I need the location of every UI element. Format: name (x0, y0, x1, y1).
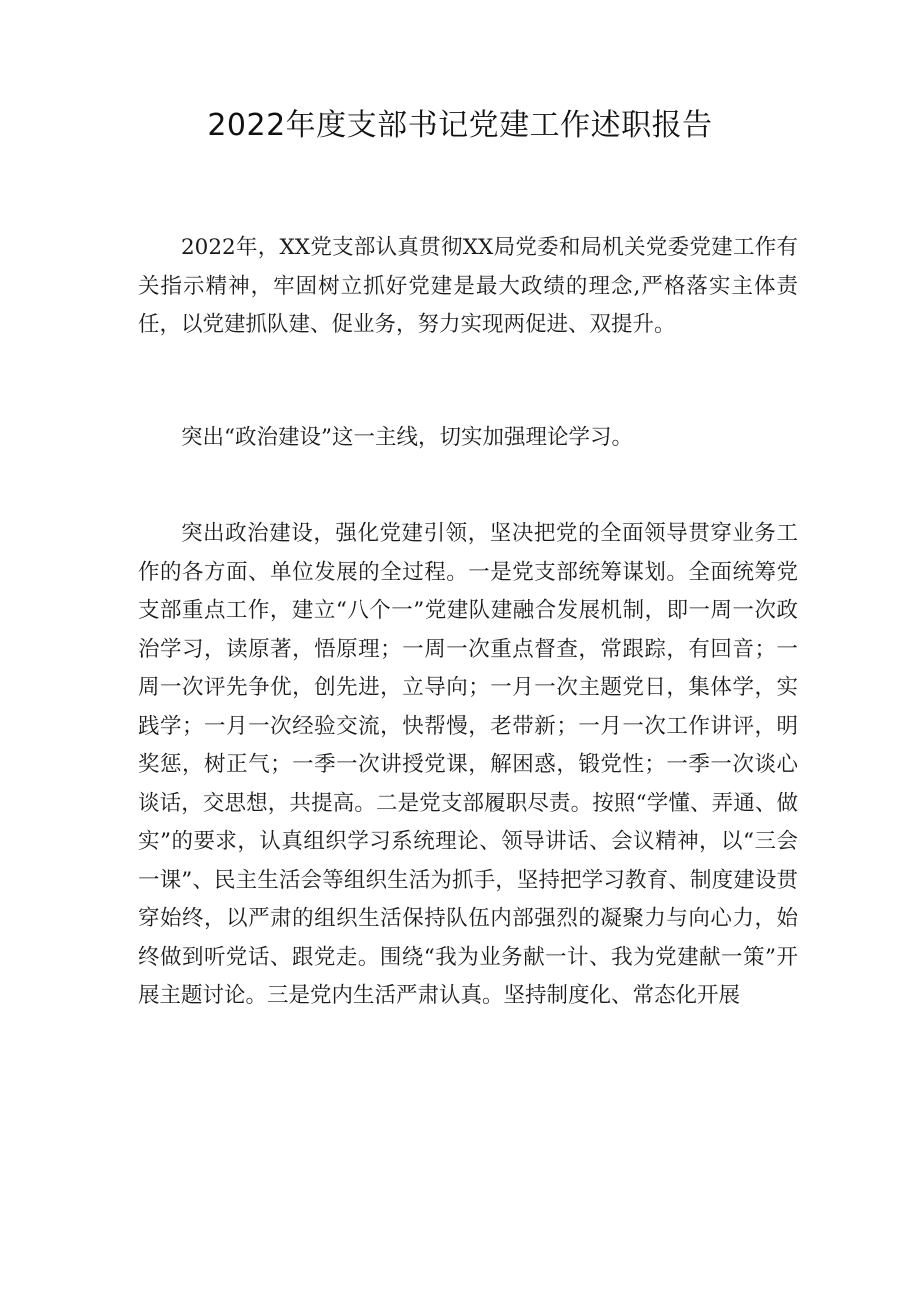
section-heading-paragraph: 突出“政治建设”这一主线，切实加强理论学习。 (181, 425, 633, 450)
body-paragraph: 突出政治建设，强化党建引领，坚决把党的全面领导贯穿业务工作的各方面、单位发展的全过程。一是党支部统筹谋划。全面统筹党支部重点工作，建立“八个一”党建队建融合发展机制，即一周一次政治学习，读原著，悟原理；一周一次重点督查，常跟踪，有回音；一周一次评先争优，创先进，立导向；一月一次主题党日，集体学，实践学；一月一次经验交流，快帮慢，老带新；一月一次工作讲评，明奖惩，树正气；一季一次讲授党课，解困惑，锻党性；一季一次谈心谈话，交思想，共提高。二是党支部履职尽责。按照“学懂、弄通、做实”的要求，认真组织学习系统理论、领导讲话、会议精神，以“三会一课”、民主生活会等组织生活为抓手，坚持把学习教育、制度建设贯穿始终，以严肃的组织生活保持队伍内部强烈的凝聚力与向心力，始终做到听党话、跟党走。围绕“我为业务献一计、我为党建献一策”开展主题讨论。三是党内生活严肃认真。坚持制度化、常态化开展 (138, 521, 798, 1008)
document-title: 2022年度支部书记党建工作述职报告 (207, 108, 713, 143)
intro-paragraph: 2022年，XX党支部认真贯彻XX局党委和局机关党委党建工作有关指示精神，牢固树立抓好党建是最大政绩的理念,严格落实主体责任，以党建抓队建、促业务，努力实现两促进、双提升。 (138, 235, 798, 337)
